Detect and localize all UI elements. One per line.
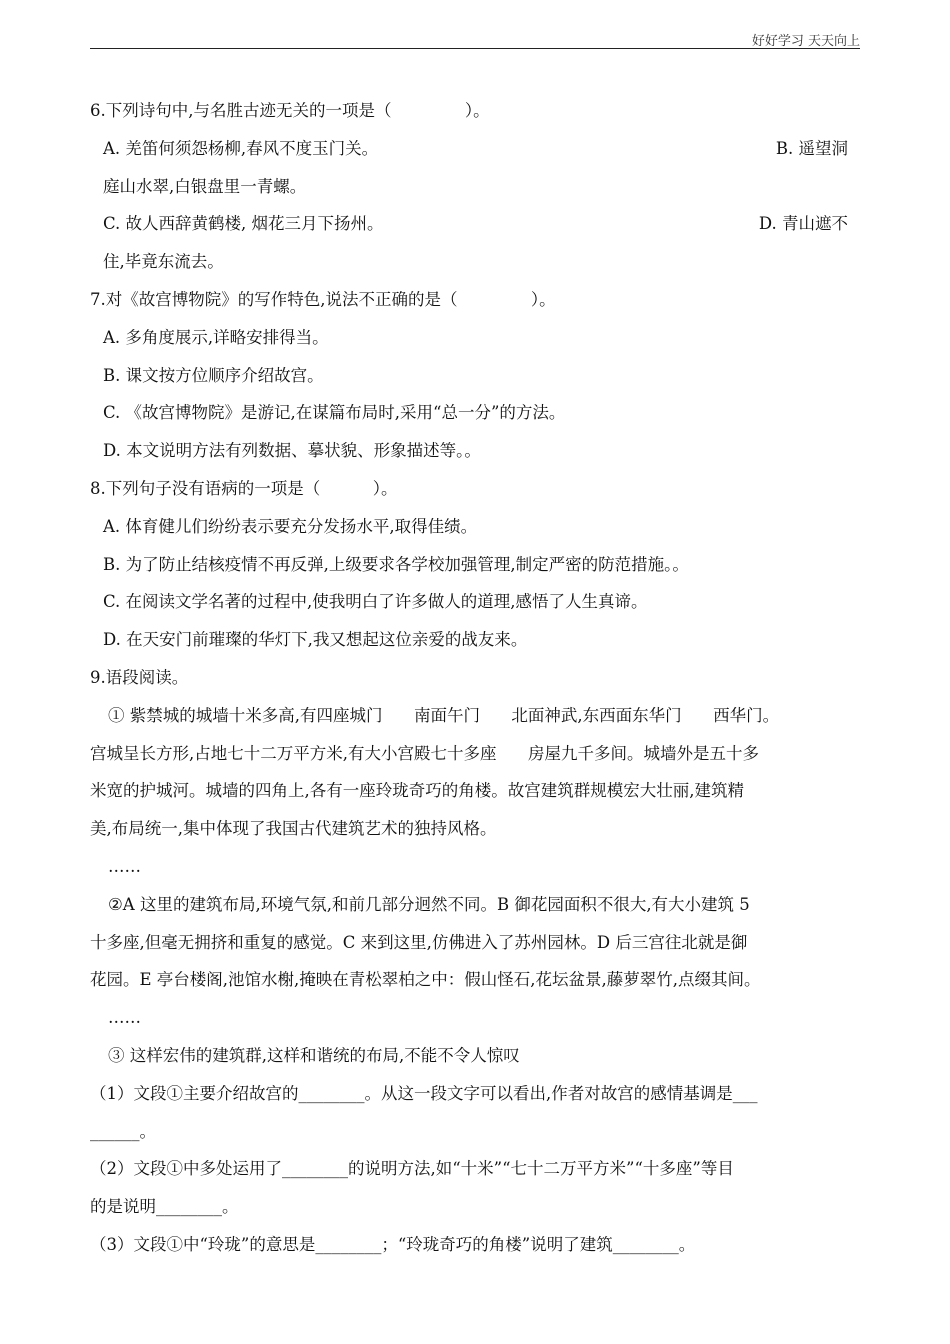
passage-2-line-3: 花园。E 亭台楼阁,池馆水榭,掩映在青松翠柏之中：假山怪石,花坛盆景,藤萝翠竹,点缀其间。 [90, 970, 761, 990]
passage-ellipsis-1: …… [108, 856, 141, 876]
passage-ellipsis-2: …… [108, 1008, 141, 1028]
question-6-option-c: C. 故人西辞黄鹤楼, 烟花三月下扬州。 [103, 214, 384, 234]
question-6-row-ab [90, 130, 860, 168]
subquestion-2-line-1: （2）文段①中多处运用了________的说明方法,如“十米”“七十二万平方米”“十多座”等目 [90, 1159, 734, 1179]
question-6-row-cd [90, 205, 860, 243]
subquestion-1-line-2: ______。 [90, 1121, 156, 1141]
passage-2-line-2: 十多座,但毫无拥挤和重复的感觉。C 来到这里,仿佛进入了苏州园林。D 后三宫往北就是御 [90, 932, 748, 952]
passage-1-line-1: ① 紫禁城的城墙十米多高,有四座城门 南面午门 北面神武,东西面东华门 西华门。 [108, 705, 780, 725]
question-6-option-a: A. 羌笛何须怨杨柳,春风不度玉门关。 [103, 138, 379, 158]
subquestion-1-line-1: （1）文段①主要介绍故宫的________。从这一段文字可以看出,作者对故宫的感情基调是___ [90, 1083, 758, 1103]
question-8-stem: 8.下列句子没有语病的一项是（ ）。 [90, 478, 398, 498]
question-9-stem: 9.语段阅读。 [90, 667, 189, 687]
passage-1-line-4: 美,布局统一,集中体现了我国古代建筑艺术的独持风格。 [90, 819, 497, 839]
header-rule [90, 48, 860, 49]
subquestion-2-line-2: 的是说明________。 [90, 1197, 239, 1217]
question-7-option-d: D. 本文说明方法有列数据、摹状貌、形象描述等。。 [103, 441, 481, 461]
question-6-option-d-cont: 住,毕竟东流去。 [103, 252, 224, 272]
document-body [90, 92, 860, 1264]
question-6-option-b-cont: 庭山水翠,白银盘里一青螺。 [103, 176, 307, 196]
question-7-option-a: A. 多角度展示,详略安排得当。 [103, 327, 329, 347]
question-7-stem: 7.对《故宫博物院》的写作特色,说法不正确的是（ ）。 [90, 289, 556, 309]
question-7-option-c: C. 《故宫博物院》是游记,在谋篇布局时,采用“总一分”的方法。 [103, 403, 566, 423]
question-8-option-b: B. 为了防止结核疫情不再反弹,上级要求各学校加强管理,制定严密的防范措施。。 [103, 554, 689, 574]
passage-3: ③ 这样宏伟的建筑群,这样和谐统的布局,不能不令人惊叹 [108, 1045, 520, 1065]
subquestion-3-line-1: （3）文段①中“玲珑”的意思是________；“玲珑奇巧的角楼”说明了建筑________。 [90, 1234, 696, 1254]
question-8-option-a: A. 体育健儿们纷纷表示要充分发扬水平,取得佳绩。 [103, 516, 478, 536]
passage-1-line-3: 米宽的护城河。城墙的四角上,各有一座玲珑奇巧的角楼。故宫建筑群规模宏大壮丽,建筑精 [90, 781, 744, 801]
question-6-stem: 6.下列诗句中,与名胜古迹无关的一项是（ ）。 [90, 101, 490, 120]
page-header: 好好学习 天天向上 [751, 34, 860, 49]
question-6-option-b-start: B. 遥望洞 [775, 138, 848, 158]
question-7-option-b: B. 课文按方位顺序介绍故宫。 [103, 365, 324, 385]
passage-1-line-2: 宫城呈长方形,占地七十二万平方米,有大小宫殿七十多座 房屋九千多间。城墙外是五十多 [90, 743, 759, 763]
question-8-option-c: C. 在阅读文学名著的过程中,使我明白了许多做人的道理,感悟了人生真谛。 [103, 592, 648, 612]
passage-2-line-1: ②A 这里的建筑布局,环境气氛,和前几部分迥然不同。B 御花园面积不很大,有大小建筑 5 [108, 894, 750, 914]
question-6-option-d-start: D. 青山遮不 [758, 214, 848, 234]
question-8-option-d: D. 在天安门前璀璨的华灯下,我又想起这位亲爱的战友来。 [103, 630, 528, 650]
